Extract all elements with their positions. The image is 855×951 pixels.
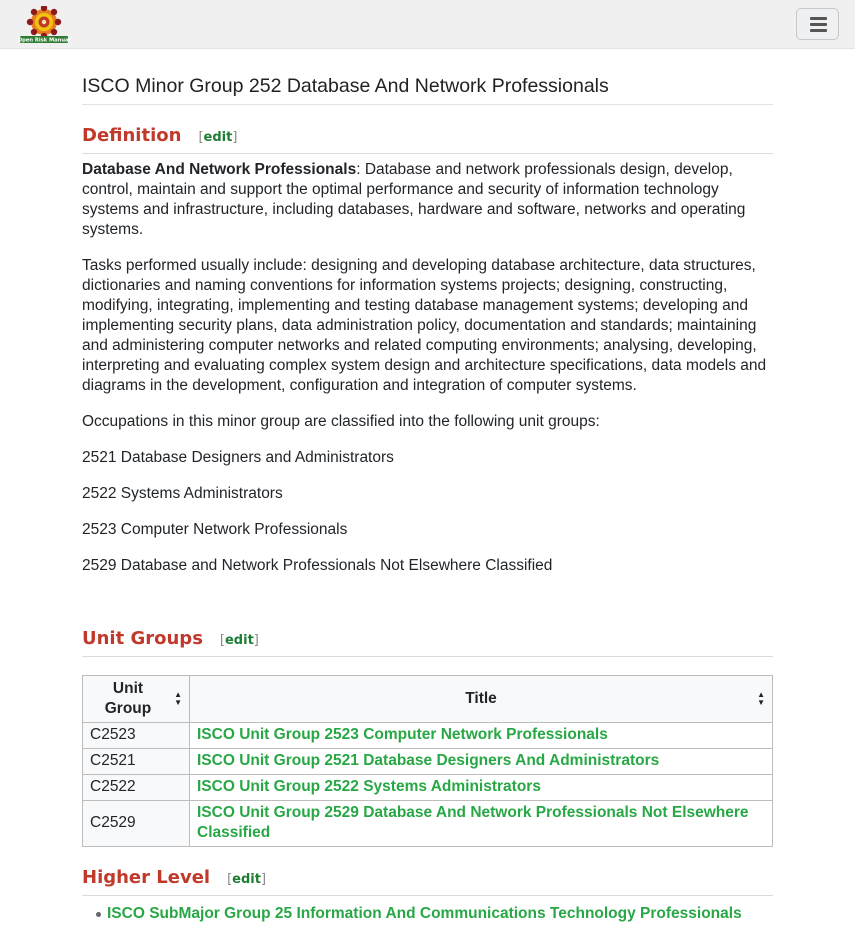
unit-group-link[interactable]: ISCO Unit Group 2529 Database And Network Professionals Not Elsewhere Classified (197, 804, 749, 841)
site-logo[interactable] (18, 6, 70, 44)
unit-line: 2529 Database and Network Professionals Not Elsewhere Classified (82, 557, 553, 574)
unit-group-code: C2523 (83, 723, 190, 749)
unit-line: 2522 Systems Administrators (82, 485, 283, 502)
section-heading-definition (82, 123, 773, 154)
logo-icon (18, 6, 70, 44)
sort-icon: ▲ ▼ (174, 690, 182, 707)
column-header-unit-group[interactable]: Unit Group ▲ ▼ (83, 676, 190, 723)
unit-group-link[interactable]: ISCO Unit Group 2521 Database Designers And Administrators (197, 752, 660, 769)
section-heading-unit-groups (82, 626, 773, 657)
table-row (83, 723, 773, 749)
higher-level-link[interactable]: ISCO SubMajor Group 25 Information And Communications Technology Professionals (107, 905, 742, 922)
unit-group-title-cell (190, 801, 773, 847)
column-header-title[interactable]: Title ▲ ▼ (190, 676, 773, 723)
edit-section: [edit] (198, 130, 238, 145)
unit-group-link[interactable]: ISCO Unit Group 2523 Computer Network Professionals (197, 726, 608, 743)
occupations-intro: Occupations in this minor group are classified into the following unit groups: (82, 413, 600, 430)
unit-group-title-cell (190, 775, 773, 801)
definition-paragraph (82, 160, 773, 240)
table-row (83, 775, 773, 801)
unit-group-code: C2522 (83, 775, 190, 801)
unit-group-title-cell (190, 723, 773, 749)
tasks-paragraph: Tasks performed usually include: designing and developing database architecture, data structures, dictionaries and naming conventions for information systems projects; designing, constructing, modifying, integrating, implementing and testing database management systems; developing and implementing security plans, data administration policy, documentation and standards; maintaining and administering computer networks and related computing environments; analysing, developing, interpreting and evaluating complex system design and architecture specifications, data models and diagrams in the development, configuration and integration of computer systems. (82, 257, 767, 394)
sort-icon: ▲ ▼ (757, 690, 765, 707)
edit-definition-link[interactable]: edit (203, 130, 233, 145)
list-item (82, 904, 773, 924)
unit-group-code: C2521 (83, 749, 190, 775)
section-title: Higher Level (82, 867, 211, 888)
svg-text:Open Risk Manual: Open Risk Manual (18, 37, 70, 44)
unit-line: 2521 Database Designers and Administrators (82, 449, 394, 466)
edit-higher-level-link[interactable]: edit (232, 872, 261, 887)
unit-group-code: C2529 (83, 801, 190, 847)
main-content (82, 70, 773, 924)
table-row (83, 749, 773, 775)
top-navbar (0, 0, 855, 49)
page-title: ISCO Minor Group 252 Database And Network Professionals (82, 70, 773, 105)
unit-line: 2523 Computer Network Professionals (82, 521, 348, 538)
section-title: Unit Groups (82, 628, 203, 649)
section-title: Definition (82, 125, 182, 146)
edit-section: [edit] (227, 872, 267, 887)
section-heading-higher-level (82, 865, 773, 896)
unit-group-title-cell (190, 749, 773, 775)
table-row (83, 801, 773, 847)
table-header-row (83, 676, 773, 723)
unit-group-link[interactable]: ISCO Unit Group 2522 Systems Administrators (197, 778, 541, 795)
edit-unit-groups-link[interactable]: edit (224, 633, 254, 648)
edit-section: [edit] (219, 633, 259, 648)
definition-text: : Database and network professionals design, develop, control, maintain and support the optimal performance and security of information technology systems and infrastructure, including databases, hardware and software, networks and operating systems. (82, 161, 746, 238)
higher-level-list (82, 904, 773, 924)
unit-groups-table (82, 675, 773, 847)
definition-term: Database And Network Professionals (82, 161, 357, 178)
menu-toggle-button[interactable] (796, 8, 839, 40)
